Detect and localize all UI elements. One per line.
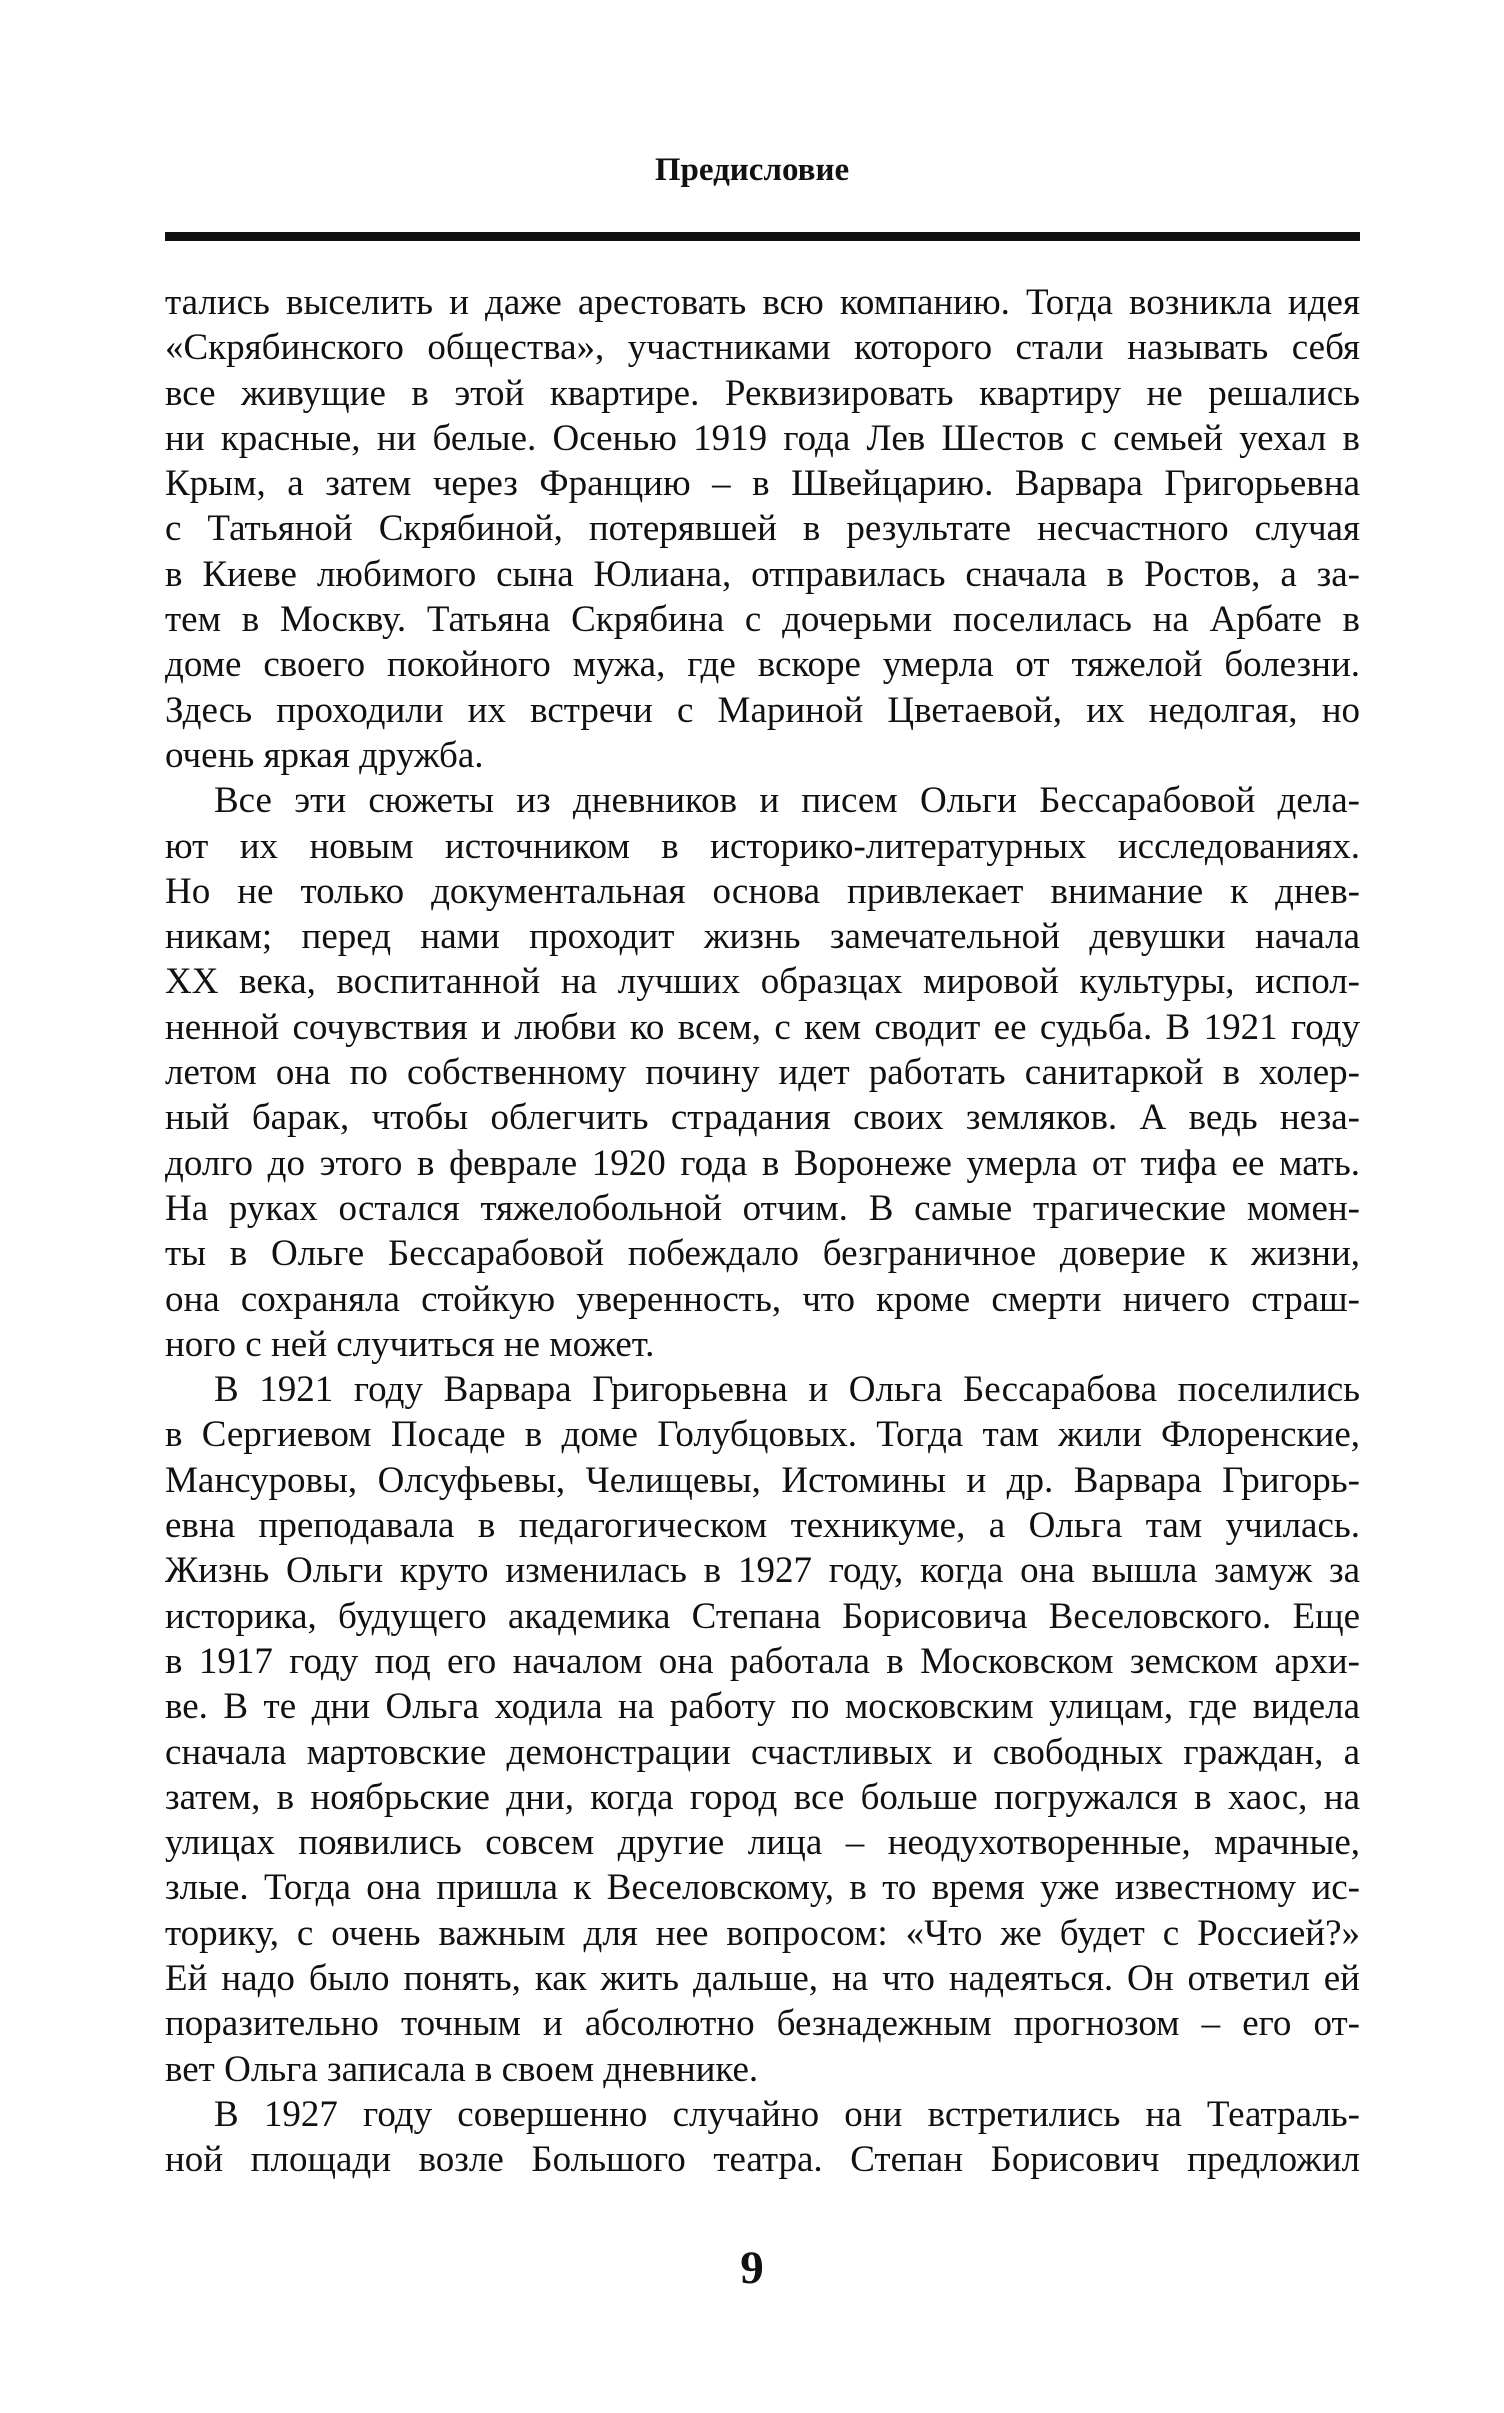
text-line: в 1917 году под его началом она работала в Московском земском архи- (165, 1640, 1360, 1682)
paragraph-3 (165, 1367, 1360, 2092)
text-line: с Татьяной Скрябиной, потерявшей в результате несчастного случая (165, 508, 1360, 550)
paragraph-4 (165, 2092, 1360, 2183)
text-line: в Сергиевом Посаде в доме Голубцовых. Тогда там жили Флоренские, (165, 1414, 1360, 1456)
header-rule (165, 232, 1360, 241)
text-line: вет Ольга записала в своем дневнике. (165, 2048, 759, 2090)
text-line: поразительно точным и абсолютно безнадежным прогнозом – его от- (165, 2003, 1360, 2045)
text-line: Но не только документальная основа привлекает внимание к днев- (165, 870, 1360, 912)
text-line: сначала мартовские демонстрации счастливых и свободных граждан, а (165, 1731, 1360, 1773)
running-header: Предисловие (654, 152, 850, 188)
text-line: Крым, а затем через Францию – в Швейцарию. Варвара Григорьевна (165, 463, 1360, 505)
text-line: тем в Москву. Татьяна Скрябина с дочерьми поселилась на Арбате в (165, 599, 1360, 641)
text-line: долго до этого в феврале 1920 года в Воронеже умерла от тифа ее мать. (165, 1142, 1360, 1184)
text-line: она сохраняла стойкую уверенность, что кроме смерти ничего страш- (165, 1278, 1360, 1320)
text-line: злые. Тогда она пришла к Веселовскому, в то время уже известному ис- (165, 1867, 1360, 1909)
text-line: ни красные, ни белые. Осенью 1919 года Лев Шестов с семьей уехал в (165, 417, 1360, 459)
text-line: тались выселить и даже арестовать всю компанию. Тогда возникла идея (165, 282, 1360, 323)
text-line: ной площади возле Большого театра. Степан Борисович предложил (165, 2139, 1360, 2181)
body-text (165, 280, 1360, 2182)
text-line: ненной сочувствия и любви ко всем, с кем сводит ее судьба. В 1921 году (165, 1006, 1360, 1048)
text-line: ют их новым источником в историко-литературных исследованиях. (165, 825, 1360, 867)
text-line: Здесь проходили их встречи с Мариной Цветаевой, их недолгая, но (165, 689, 1360, 731)
text-line: в Киеве любимого сына Юлиана, отправилась сначала в Ростов, а за- (165, 553, 1360, 595)
text-line: ного с ней случиться не может. (165, 1323, 655, 1365)
page-number: 9 (740, 2242, 764, 2294)
text-line: «Скрябинского общества», участниками которого стали называть себя (165, 327, 1360, 369)
text-line: ный барак, чтобы облегчить страдания своих земляков. А ведь неза- (165, 1097, 1360, 1139)
text-line: летом она по собственному почину идет работать санитаркой в холер- (165, 1052, 1360, 1094)
text-line: улицах появились совсем другие лица – неодухотворенные, мрачные, (165, 1822, 1360, 1864)
text-line: доме своего покойного мужа, где вскоре умерла от тяжелой болезни. (165, 644, 1360, 686)
text-line: Ей надо было понять, как жить дальше, на что надеяться. Он ответил ей (165, 1957, 1360, 1999)
text-line: На руках остался тяжелобольной отчим. В самые трагические момен- (165, 1187, 1360, 1229)
text-line: очень яркая дружба. (165, 734, 484, 776)
text-line: ты в Ольге Бессарабовой побеждало безграничное доверие к жизни, (165, 1233, 1360, 1275)
text-line: торику, с очень важным для нее вопросом: «Что же будет с Россией?» (165, 1912, 1360, 1954)
text-line: историка, будущего академика Степана Борисовича Веселовского. Еще (165, 1595, 1360, 1637)
text-line: В 1921 году Варвара Григорьевна и Ольга Бессарабова поселились (214, 1369, 1360, 1411)
text-line: евна преподавала в педагогическом техникуме, а Ольга там училась. (165, 1505, 1360, 1547)
paragraph-1 (165, 280, 1360, 778)
text-line: В 1927 году совершенно случайно они встретились на Театраль- (214, 2093, 1360, 2135)
text-line: ве. В те дни Ольга ходила на работу по московским улицам, где видела (165, 1686, 1360, 1728)
text-line: Все эти сюжеты из дневников и писем Ольги Бессарабовой дела- (214, 780, 1360, 822)
paragraph-2 (165, 778, 1360, 1367)
text-line: затем, в ноябрьские дни, когда город все больше погружался в хаос, на (165, 1776, 1360, 1818)
text-line: никам; перед нами проходит жизнь замечательной девушки начала (165, 916, 1360, 958)
text-line: XX века, воспитанной на лучших образцах мировой культуры, испол- (165, 961, 1360, 1003)
text-line: Мансуровы, Олсуфьевы, Челищевы, Истомины и др. Варвара Григорь- (165, 1459, 1360, 1501)
text-line: Жизнь Ольги круто изменилась в 1927 году, когда она вышла замуж за (165, 1550, 1360, 1592)
text-line: все живущие в этой квартире. Реквизировать квартиру не решались (165, 372, 1360, 414)
